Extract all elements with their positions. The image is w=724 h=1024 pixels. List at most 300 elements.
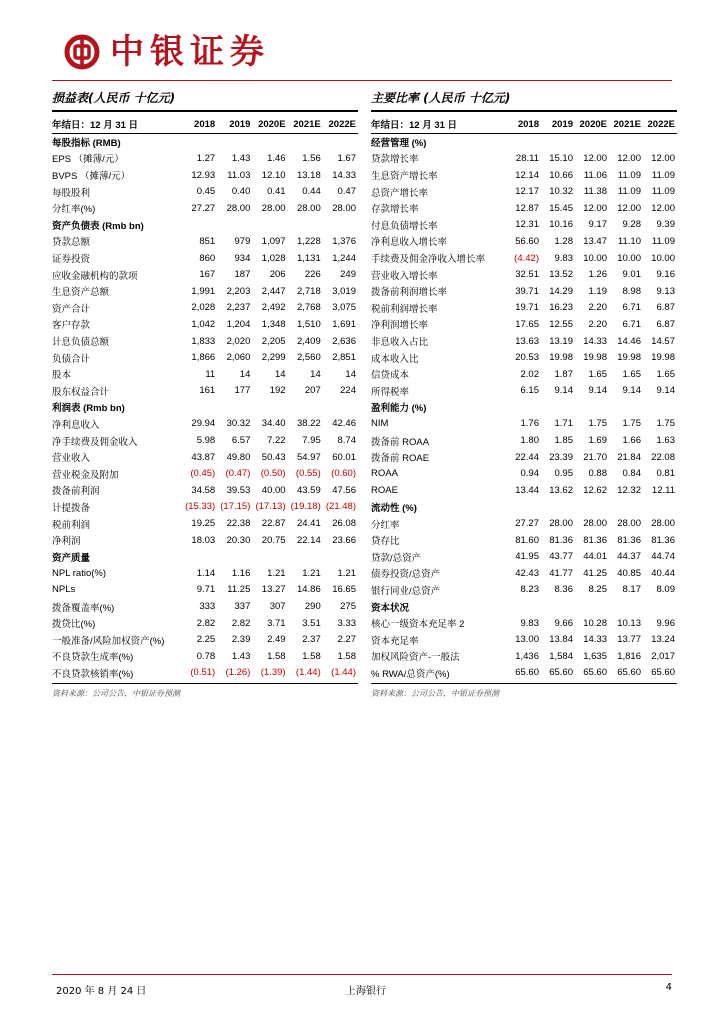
row-label: 拨贷比(%) — [52, 619, 96, 631]
table-cell: 11.09 — [617, 186, 641, 198]
table-cell: 41.77 — [549, 567, 573, 579]
table-cell: 28.00 — [617, 518, 641, 530]
section-heading-row — [371, 133, 677, 150]
table-cell: 1.75 — [656, 418, 675, 430]
table-cell: 12.10 — [261, 169, 286, 181]
row-label: 税前利润 — [52, 519, 91, 531]
table-cell: 6.87 — [656, 318, 675, 330]
table-cell: 14.33 — [583, 335, 607, 347]
table-cell: 2.20 — [588, 302, 607, 314]
row-label: 拨备前利润增长率 — [371, 287, 448, 299]
row-label: 资产合计 — [52, 303, 91, 315]
row-label: ROAA — [371, 468, 398, 480]
table-cell: 2,409 — [296, 335, 321, 347]
row-label: NPL ratio(%) — [52, 567, 107, 579]
year-column-header: 2018 — [507, 116, 541, 133]
table-cell: 1,436 — [515, 650, 539, 662]
source-note: 资料来源：公司公告，中银证券预测 — [52, 683, 358, 699]
table-cell: 2,205 — [261, 335, 286, 347]
table-row — [52, 432, 358, 449]
table-cell: 2,851 — [332, 352, 356, 364]
table-cell: 1.43 — [231, 152, 251, 164]
table-cell: 14.46 — [617, 335, 641, 347]
table-cell: 1,510 — [296, 318, 321, 330]
table-row — [371, 283, 677, 300]
table-cell: (0.50) — [260, 468, 286, 480]
row-label: 生息资产总额 — [52, 287, 110, 299]
row-label: EPS （摊薄/元） — [52, 154, 124, 166]
row-label: 拨备前利润 — [52, 486, 100, 498]
table-cell: 2,447 — [261, 285, 286, 297]
table-cell: 307 — [269, 601, 286, 613]
table-cell: 226 — [304, 269, 321, 281]
row-label: 营业收入 — [52, 453, 91, 465]
table-header-row — [371, 116, 677, 133]
table-cell: 0.41 — [267, 186, 286, 198]
table-cell: 19.25 — [191, 518, 216, 530]
row-label: 拨备前 ROAA — [371, 436, 430, 448]
table-row — [371, 665, 677, 682]
table-cell: 1.28 — [554, 235, 573, 247]
table-row — [52, 316, 358, 333]
table-cell: 2.25 — [196, 634, 216, 646]
table-cell: 56.60 — [515, 235, 539, 247]
table-cell: 187 — [234, 269, 251, 281]
table-cell: 2,020 — [226, 335, 251, 347]
table-cell: 65.60 — [549, 667, 573, 679]
table-cell: 9.96 — [656, 617, 675, 629]
table-cell: 1.67 — [337, 152, 356, 164]
table-cell: 1.75 — [588, 418, 607, 430]
table-cell: (0.60) — [331, 468, 356, 480]
table-cell: 0.88 — [588, 468, 607, 480]
table-row — [52, 233, 358, 250]
table-cell: 206 — [269, 269, 286, 281]
fiscal-year-end-label: 年结日：12 月 31 日 — [52, 116, 182, 133]
income-statement-panel — [52, 88, 358, 699]
title-rule — [371, 110, 677, 112]
source-note: 资料来源：公司公告，中银证券预测 — [371, 683, 677, 699]
header-divider — [52, 80, 672, 81]
table-cell: 14.29 — [549, 285, 573, 297]
table-cell: 0.45 — [196, 186, 216, 198]
table-cell: 1.43 — [231, 650, 251, 662]
row-label: 应收金融机构的款项 — [52, 270, 138, 282]
table-cell: 0.78 — [196, 650, 216, 662]
table-cell: 6.87 — [656, 302, 675, 314]
table-cell: 30.32 — [226, 418, 251, 430]
table-cell: 12.00 — [617, 152, 641, 164]
table-cell: 3,019 — [332, 285, 356, 297]
year-column-header: 2019 — [541, 116, 575, 133]
table-cell: 2.39 — [231, 634, 251, 646]
row-label: 所得税率 — [371, 386, 410, 398]
table-cell: 22.87 — [261, 518, 286, 530]
table-cell: 1,097 — [261, 235, 286, 247]
table-cell: 10.00 — [617, 252, 641, 264]
table-cell: 1.76 — [520, 418, 539, 430]
table-row — [371, 615, 677, 632]
row-label: 计提拨备 — [52, 502, 91, 514]
table-cell: 43.77 — [549, 551, 573, 563]
table-cell: 12.14 — [515, 169, 539, 181]
table-cell: 11.38 — [583, 186, 607, 198]
title-rule — [52, 110, 358, 112]
table-cell: 39.71 — [515, 285, 539, 297]
row-label: 净利润增长率 — [371, 320, 429, 332]
table-cell: 44.37 — [617, 551, 641, 563]
table-cell: 11.03 — [227, 169, 251, 181]
table-cell: 12.00 — [651, 152, 675, 164]
table-row — [371, 200, 677, 217]
table-cell: (0.47) — [225, 468, 251, 480]
table-cell: 28.00 — [583, 518, 607, 530]
table-cell: 1.66 — [622, 435, 641, 447]
row-label: 拨备前 ROAE — [371, 453, 430, 465]
row-label: 存款增长率 — [371, 204, 419, 216]
table-cell: 3.71 — [267, 617, 286, 629]
table-cell: 2,028 — [191, 302, 216, 314]
table-cell: 41.95 — [515, 551, 539, 563]
table-cell: 1.58 — [267, 650, 286, 662]
table-cell: 2.27 — [337, 634, 356, 646]
table-cell: (15.33) — [185, 501, 216, 513]
table-cell: 1,635 — [583, 650, 607, 662]
table-cell: 1,584 — [549, 650, 573, 662]
table-cell: 1.65 — [622, 368, 641, 380]
table-row — [52, 582, 358, 599]
table-cell: 290 — [304, 601, 321, 613]
table-cell: 12.11 — [651, 484, 675, 496]
table-cell: 2,299 — [261, 352, 286, 364]
table-cell: 13.27 — [261, 584, 286, 596]
year-column-header: 2022E — [323, 116, 358, 133]
table-cell: 40.00 — [261, 484, 286, 496]
table-cell: 49.80 — [226, 451, 251, 463]
table-cell: 333 — [199, 601, 216, 613]
row-label: 付息负债增长率 — [371, 220, 438, 232]
table-cell: 81.36 — [617, 534, 641, 546]
table-cell: 5.98 — [196, 435, 216, 447]
table-cell: 47.56 — [332, 484, 356, 496]
table-cell: 0.44 — [302, 186, 321, 198]
table-cell: (0.55) — [295, 468, 321, 480]
row-label: 证券投资 — [52, 254, 91, 266]
table-cell: 9.17 — [588, 219, 607, 231]
page-number: 4 — [665, 982, 672, 993]
table-cell: 979 — [234, 235, 251, 247]
table-cell: (1.44) — [295, 667, 321, 679]
table-row — [371, 233, 677, 250]
table-cell: 9.14 — [656, 385, 675, 397]
row-label: 负债合计 — [52, 353, 91, 365]
table-row — [371, 532, 677, 549]
table-cell: 2,017 — [651, 650, 675, 662]
table-cell: 27.27 — [191, 202, 216, 214]
table-cell: 34.58 — [191, 484, 216, 496]
table-cell: (21.48) — [325, 501, 356, 513]
table-cell: 16.65 — [332, 584, 356, 596]
year-column-header: 2021E — [609, 116, 643, 133]
row-label: 股本 — [52, 370, 72, 382]
table-cell: 7.95 — [302, 435, 321, 447]
table-cell: 9.13 — [656, 285, 675, 297]
table-cell: 1.21 — [267, 567, 286, 579]
row-label: 贷款增长率 — [371, 154, 419, 166]
row-label: 净手续费及佣金收入 — [52, 436, 138, 448]
table-cell: 10.16 — [549, 219, 573, 231]
table-cell: 11.25 — [227, 584, 251, 596]
row-label: 成本收入比 — [371, 353, 419, 365]
table-cell: 12.93 — [191, 169, 216, 181]
table-cell: 1.85 — [554, 435, 573, 447]
table-cell: 11.09 — [651, 186, 675, 198]
table-row — [52, 250, 358, 267]
table-cell: 1.87 — [554, 368, 573, 380]
table-row — [371, 482, 677, 499]
row-label: NIM — [371, 418, 389, 430]
row-label: 生息资产增长率 — [371, 171, 438, 183]
row-label: 不良贷款核销率(%) — [52, 668, 134, 680]
table-cell: 1.46 — [267, 152, 286, 164]
table-cell: 1.71 — [554, 418, 573, 430]
table-cell: 24.41 — [296, 518, 321, 530]
table-cell: 3.51 — [302, 617, 321, 629]
table-cell: 22.14 — [296, 534, 321, 546]
table-row — [52, 482, 358, 499]
table-row — [371, 565, 677, 582]
table-cell: 14.86 — [296, 584, 321, 596]
table-cell: (0.45) — [190, 468, 216, 480]
section-heading-row — [52, 217, 358, 234]
table-row — [52, 631, 358, 648]
table-cell: 9.83 — [520, 617, 539, 629]
table-cell: 12.87 — [515, 202, 539, 214]
row-label: 税前利润增长率 — [371, 303, 438, 315]
table-cell: 0.94 — [520, 468, 539, 480]
table-cell: 21.70 — [583, 451, 607, 463]
table-cell: 29.94 — [191, 418, 216, 430]
table-cell: 0.40 — [231, 186, 251, 198]
row-label: 信贷成本 — [371, 370, 410, 382]
table-row — [52, 665, 358, 682]
table-row — [371, 449, 677, 466]
section-heading: 盈利能力 (%) — [371, 403, 427, 415]
table-cell: (4.42) — [514, 252, 539, 264]
row-label: 分红率 — [371, 519, 400, 531]
table-cell: 6.57 — [231, 435, 251, 447]
table-row — [371, 416, 677, 433]
table-cell: 26.08 — [332, 518, 356, 530]
table-cell: 851 — [199, 235, 216, 247]
table-cell: 42.46 — [332, 418, 356, 430]
table-cell: 1,028 — [261, 252, 286, 264]
table-row — [52, 465, 358, 482]
table-cell: 9.71 — [196, 584, 216, 596]
section-heading: 流动性 (%) — [371, 502, 417, 514]
table-cell: 10.00 — [583, 252, 607, 264]
table-cell: 22.38 — [226, 518, 251, 530]
table-row — [371, 167, 677, 184]
table-cell: 14 — [274, 368, 286, 380]
year-column-header: 2019 — [217, 116, 252, 133]
income-statement-table — [52, 116, 358, 681]
table-cell: (1.39) — [260, 667, 286, 679]
table-row — [52, 183, 358, 200]
table-row — [371, 383, 677, 400]
table-cell: 9.39 — [656, 219, 675, 231]
table-row — [52, 333, 358, 350]
table-cell: 10.13 — [617, 617, 641, 629]
table-cell: 1.65 — [656, 368, 675, 380]
table-cell: 1.21 — [337, 567, 356, 579]
table-cell: 9.14 — [554, 385, 573, 397]
table-cell: 13.63 — [515, 335, 539, 347]
table-cell: 23.66 — [332, 534, 356, 546]
table-cell: 20.75 — [261, 534, 286, 546]
table-cell: 44.01 — [583, 551, 607, 563]
table-row — [371, 631, 677, 648]
section-heading-row — [371, 598, 677, 615]
table-cell: 43.59 — [296, 484, 321, 496]
table-cell: 1.16 — [231, 567, 251, 579]
table-cell: 1.26 — [588, 269, 607, 281]
table-row — [52, 515, 358, 532]
table-cell: 161 — [199, 385, 216, 397]
table-cell: 1,833 — [191, 335, 216, 347]
table-cell: 13.52 — [549, 269, 573, 281]
table-cell: 2,060 — [226, 352, 251, 364]
table-cell: 1.19 — [588, 285, 607, 297]
table-cell: 22.44 — [515, 451, 539, 463]
table-cell: 32.51 — [515, 269, 539, 281]
table-cell: 2.20 — [588, 318, 607, 330]
table-cell: 12.00 — [617, 202, 641, 214]
brand-logo — [64, 32, 270, 72]
income-statement-title: 损益表(人民币 十亿元) — [52, 91, 176, 105]
table-row — [371, 183, 677, 200]
table-cell: 11.09 — [651, 169, 675, 181]
section-heading-row — [371, 399, 677, 416]
table-cell: 13.77 — [617, 634, 641, 646]
section-heading: 利润表 (Rmb bn) — [52, 403, 125, 415]
table-cell: 41.25 — [583, 567, 607, 579]
table-cell: 60.01 — [332, 451, 356, 463]
table-cell: 1,866 — [191, 352, 216, 364]
row-label: 不良贷款生成率(%) — [52, 652, 134, 664]
table-cell: 8.74 — [337, 435, 356, 447]
table-cell: 81.36 — [549, 534, 573, 546]
table-cell: 7.22 — [267, 435, 286, 447]
table-cell: 9.16 — [656, 269, 675, 281]
table-cell: 2,492 — [261, 302, 286, 314]
table-cell: 39.53 — [226, 484, 251, 496]
brand-name: 中银证券 — [110, 32, 270, 72]
row-label: 营业税金及附加 — [52, 469, 119, 481]
table-cell: 28.00 — [549, 518, 573, 530]
table-cell: 8.98 — [622, 285, 641, 297]
table-cell: 23.39 — [549, 451, 573, 463]
footer-divider — [52, 974, 672, 975]
table-cell: 8.23 — [520, 584, 539, 596]
table-cell: 28.00 — [651, 518, 675, 530]
table-cell: 19.98 — [583, 352, 607, 364]
table-cell: 9.14 — [588, 385, 607, 397]
row-label: 股东权益合计 — [52, 386, 110, 398]
table-cell: 2,636 — [332, 335, 356, 347]
table-cell: 22.08 — [651, 451, 675, 463]
table-cell: 8.25 — [588, 584, 607, 596]
table-row — [371, 515, 677, 532]
table-cell: 44.74 — [651, 551, 675, 563]
table-cell: 13.62 — [549, 484, 573, 496]
table-cell: 28.00 — [261, 202, 286, 214]
table-cell: 81.36 — [583, 534, 607, 546]
table-row — [52, 150, 358, 167]
table-row — [52, 499, 358, 516]
table-cell: 11.06 — [583, 169, 607, 181]
table-cell: 9.28 — [622, 219, 641, 231]
section-heading-row — [371, 499, 677, 516]
table-cell: (17.13) — [255, 501, 286, 513]
key-ratios-title: 主要比率 (人民币 十亿元) — [371, 91, 511, 105]
table-cell: 224 — [340, 385, 356, 397]
table-cell: 21.84 — [617, 451, 641, 463]
table-row — [52, 300, 358, 317]
table-row — [371, 648, 677, 665]
table-cell: 1,244 — [332, 252, 356, 264]
table-cell: 13.84 — [549, 634, 573, 646]
table-cell: 14 — [310, 368, 321, 380]
row-label: 营业收入增长率 — [371, 270, 438, 282]
table-cell: 11.09 — [617, 169, 641, 181]
table-cell: 19.98 — [617, 352, 641, 364]
table-row — [52, 532, 358, 549]
table-cell: 249 — [340, 269, 356, 281]
table-cell: 42.43 — [515, 567, 539, 579]
table-row — [371, 150, 677, 167]
table-cell: 8.17 — [622, 584, 641, 596]
table-cell: 15.45 — [549, 202, 573, 214]
table-cell: 12.32 — [617, 484, 641, 496]
table-cell: 167 — [199, 269, 216, 281]
table-cell: 20.30 — [226, 534, 251, 546]
row-label: NPLs — [52, 584, 76, 596]
table-cell: 12.00 — [583, 152, 607, 164]
row-label: 净利息收入 — [52, 419, 100, 431]
table-row — [52, 416, 358, 433]
table-cell: 3,075 — [332, 302, 356, 314]
table-cell: 2.37 — [302, 634, 321, 646]
table-cell: 1.63 — [656, 435, 675, 447]
table-cell: 10.66 — [549, 169, 573, 181]
year-column-header: 2018 — [182, 116, 217, 133]
table-cell: 2,237 — [226, 302, 251, 314]
row-label: % RWA/总资产(%) — [371, 668, 450, 680]
table-row — [371, 548, 677, 565]
table-cell: 934 — [234, 252, 251, 264]
row-label: 债券投资/总资产 — [371, 569, 441, 581]
table-cell: 28.00 — [332, 202, 356, 214]
table-row — [52, 598, 358, 615]
key-ratios-panel — [371, 88, 677, 699]
section-heading-row — [52, 399, 358, 416]
table-cell: 860 — [199, 252, 216, 264]
table-row — [371, 349, 677, 366]
table-cell: 12.00 — [651, 202, 675, 214]
table-cell: 1,376 — [332, 235, 356, 247]
table-cell: 19.98 — [651, 352, 675, 364]
